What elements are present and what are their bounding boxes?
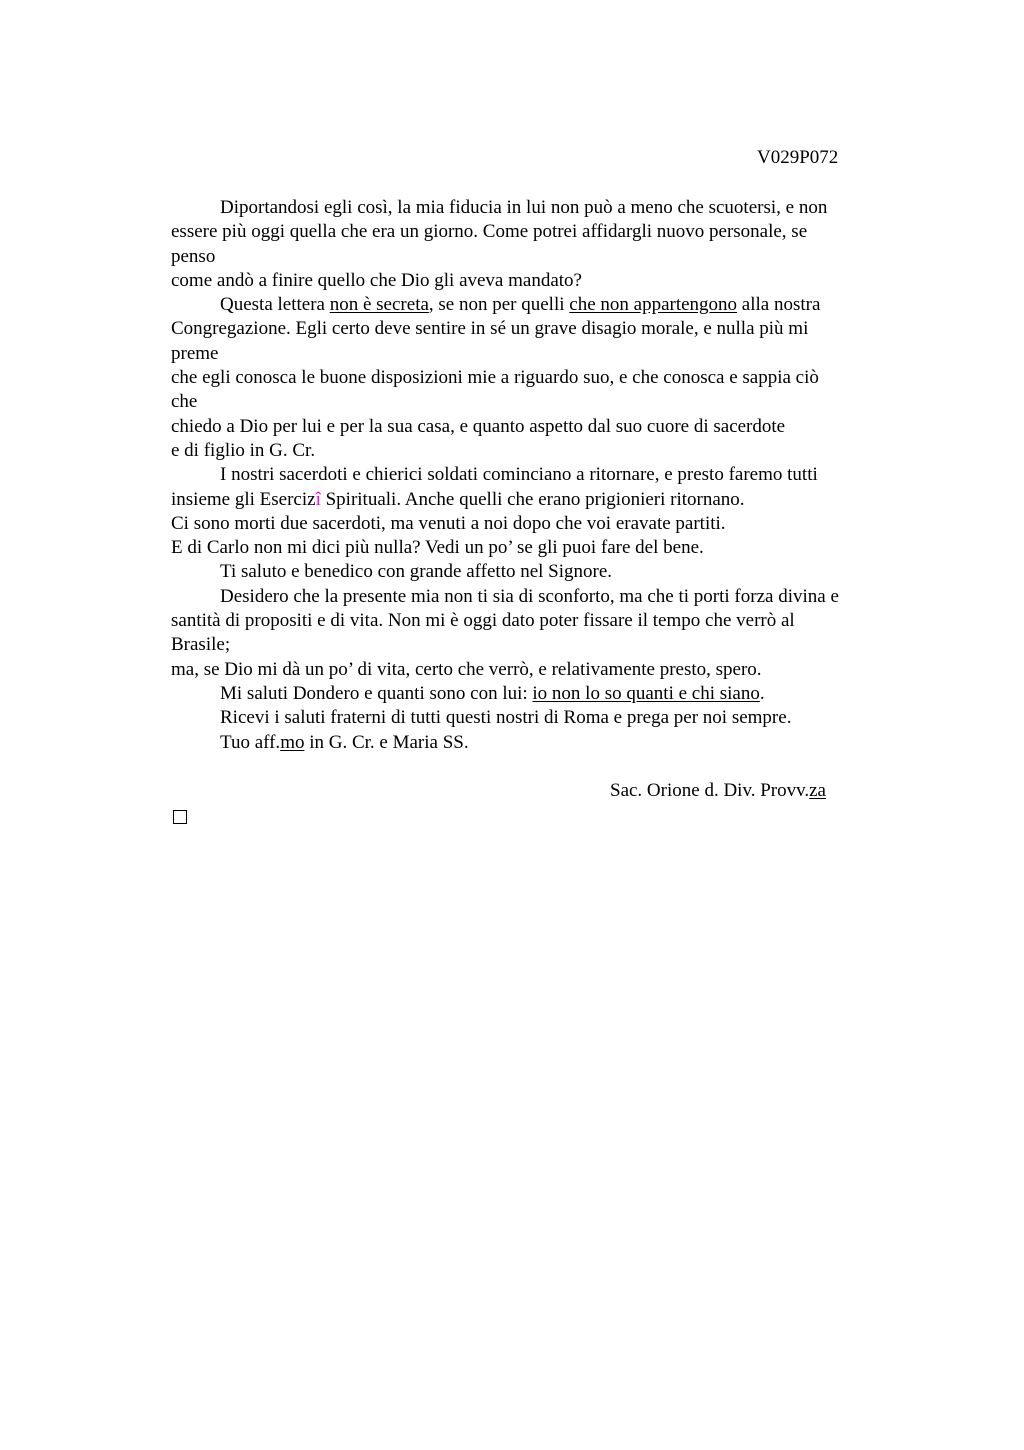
text-segment: Mi saluti Dondero e quanti sono con lui: [220,682,533,704]
letter-line: preme [171,342,219,364]
letter-line: I nostri sacerdoti e chierici soldati cominciano a ritornare, e presto faremo tutti [220,464,818,486]
underlined-text: non è secreta [329,294,429,316]
text-segment: Tuo aff. [220,731,281,753]
letter-line: penso [171,245,216,267]
text-segment: in G. Cr. e Maria SS. [304,731,469,753]
letter-line: Ricevi i saluti fraterni di tutti questi nostri di Roma e prega per noi sempre. [220,707,792,729]
letter-body [171,196,911,824]
letter-line: Ti saluto e benedico con grande affetto nel Signore. [220,561,613,583]
underlined-text: che non appartengono [569,294,738,316]
underlined-text: mo [280,731,305,753]
letter-line: ma, se Dio mi dà un po’ di vita, certo che verrò, e relativamente presto, spero. [171,658,762,680]
letter-line: santità di propositi e di vita. Non mi è oggi dato poter fissare il tempo che verrò al [171,610,795,632]
letter-line: E di Carlo non mi dici più nulla? Vedi un po’ se gli puoi fare del bene. [171,537,704,559]
text-segment: , se non per quelli [428,294,570,316]
letter-line [171,682,911,706]
underlined-text: io non lo so quanti e chi siano [532,682,760,704]
letter-line: che egli conosca le buone disposizioni mie a riguardo suo, e che conosca e sappia ciò [171,367,819,389]
letter-line: Ci sono morti due sacerdoti, ma venuti a noi dopo che voi eravate partiti. [171,512,726,534]
letter-line: Desidero che la presente mia non ti sia di sconforto, ma che ti porti forza divina e [220,585,839,607]
letter-line: essere più oggi quella che era un giorno. Come potrei affidargli nuovo personale, se [171,221,808,243]
text-segment: insieme gli Eserciz [171,488,316,510]
empty-square-icon [173,810,187,824]
letter-line: chiedo a Dio per lui e per la sua casa, e quanto aspetto dal suo cuore di sacerdote [171,415,786,437]
text-segment: Questa lettera [220,294,330,316]
letter-line: che [171,391,198,413]
blank-line [171,755,911,779]
signature-suffix: za [809,780,826,802]
document-id: V029P072 [757,147,839,168]
letter-line: come andò a finire quello che Dio gli aveva mandato? [171,269,582,291]
highlighted-character: î [315,488,321,510]
letter-line [171,293,911,317]
text-segment: alla nostra [737,294,821,316]
letter-line: Congregazione. Egli certo deve sentire in sé un grave disagio morale, e nulla più mi [171,318,809,340]
letter-line: Brasile; [171,634,231,656]
letter-line [171,488,911,512]
letter-line: Diportandosi egli così, la mia fiducia in lui non può a meno che scuotersi, e non [220,197,828,218]
signature [171,779,911,803]
letter-line: e di figlio in G. Cr. [171,439,316,461]
text-segment: . [759,682,765,704]
text-segment: Spirituali. Anche quelli che erano prigionieri ritornano. [320,488,745,510]
signature-name: Sac. Orione d. Div. Provv. [610,780,810,802]
letter-line [171,731,911,755]
